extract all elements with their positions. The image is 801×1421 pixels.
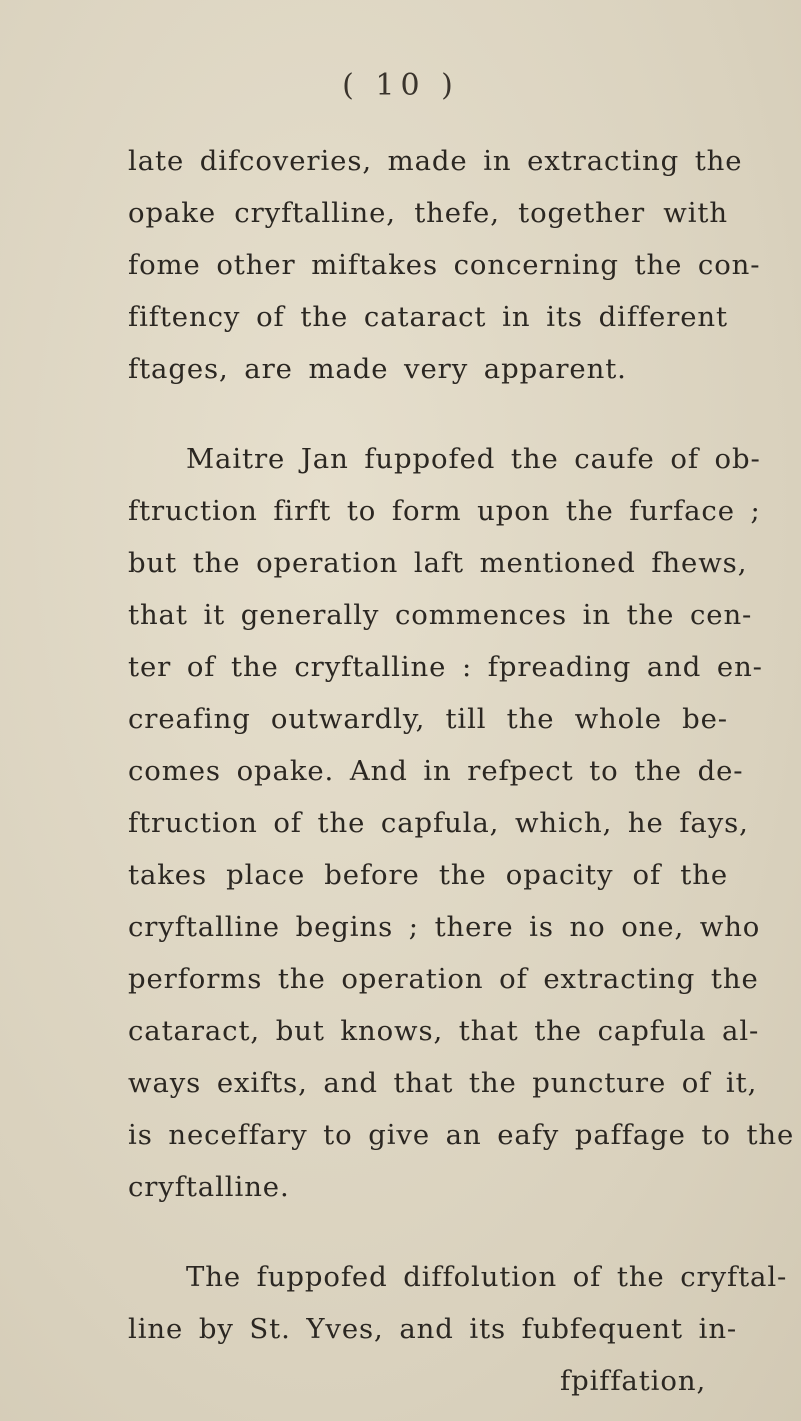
- text-line: fiftency of the cataract in its different: [128, 301, 728, 333]
- text-line: takes place before the opacity of the: [128, 859, 728, 891]
- text-line: fome other miftakes concerning the con-: [128, 249, 761, 281]
- text-line: that it generally commences in the cen-: [128, 599, 753, 631]
- text-line: cryftalline.: [128, 1171, 290, 1203]
- text-line: ways exifts, and that the puncture of it,: [128, 1067, 758, 1099]
- text-line: ftages, are made very apparent.: [128, 353, 627, 385]
- paragraph-start-line: The fuppofed diffolution of the cryftal-: [186, 1261, 788, 1293]
- text-line: comes opake. And in refpect to the de-: [128, 755, 744, 787]
- text-line: cataract, but knows, that the capfula al-: [128, 1015, 760, 1047]
- text-line: creafing outwardly, till the whole be-: [128, 703, 728, 735]
- catchword-line: fpiffation,: [560, 1365, 707, 1397]
- text-line: cryftalline begins ; there is no one, who: [128, 911, 761, 943]
- page-number: ( 10 ): [342, 68, 459, 103]
- text-line: is neceffary to give an eafy paffage to the: [128, 1119, 795, 1151]
- paragraph-start-line: Maitre Jan fuppofed the caufe of ob-: [186, 443, 761, 475]
- text-line: ftruction firft to form upon the furface ;: [128, 495, 761, 527]
- text-line: opake cryftalline, thefe, together with: [128, 197, 728, 229]
- text-line: performs the operation of extracting the: [128, 963, 759, 995]
- text-line: late difcoveries, made in extracting the: [128, 145, 743, 177]
- text-line: but the operation laft mentioned fhews,: [128, 547, 748, 579]
- text-line: ter of the cryftalline : fpreading and en-: [128, 651, 763, 683]
- text-line: ftruction of the capfula, which, he fays,: [128, 807, 749, 839]
- text-line: line by St. Yves, and its fubfequent in-: [128, 1313, 738, 1345]
